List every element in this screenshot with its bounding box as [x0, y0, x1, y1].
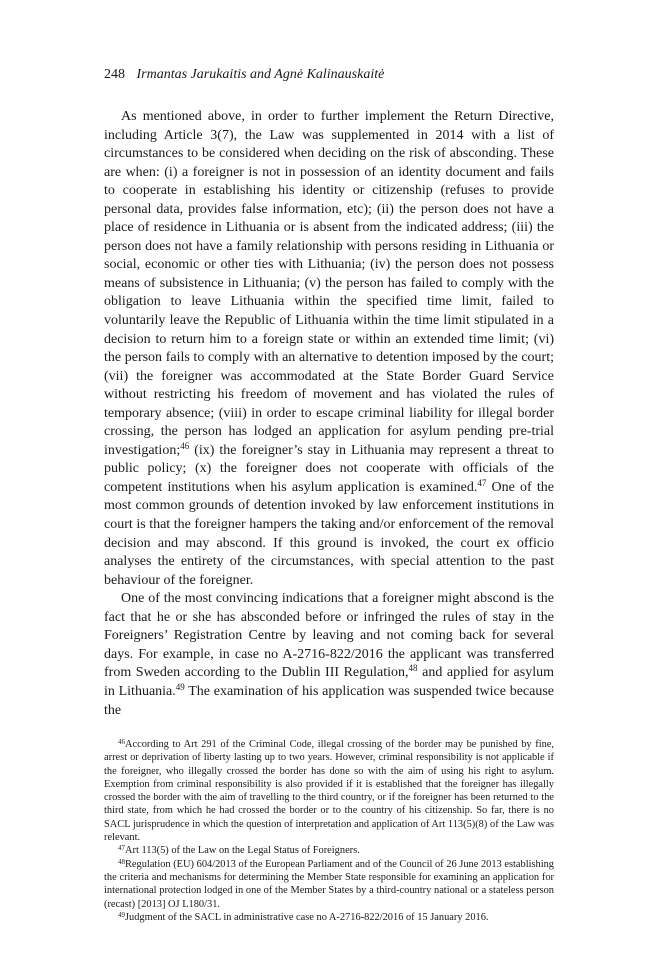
- footnote: [104, 911, 554, 924]
- footnote-ref[interactable]: 47: [477, 477, 487, 488]
- paragraph: [104, 108, 554, 590]
- text-segment: As mentioned above, in order to further implement the Return Directive, including Article 3(7), the Law was supplemented in 2014 with a list of circumstances to be considered when deciding on the risk of absconding. These are when: (i) a foreigner is not in possession of an identity document and fails to cooperate in establishing his identity or citizenship (refuses to provide personal data, provides false information, etc); (ii) the person does not have a place of residence in Lithuania or is absent from the indicated address; (iii) the person does not have a family relationship with persons residing in Lithuania or social, economic or other ties with Lithuania; (iv) the person does not possess means of subsistence in Lithuania; (v) the person has failed to comply with the obligation to leave Lithuania within the specified time limit, failed to voluntarily leave the Republic of Lithuania within the time limit stipulated in a decision to return him to a foreign state or within an extended time limit; (vi) the person fails to comply with an alternative to detention imposed by the court; (vii) the foreigner was accommodated at the State Border Guard Service without restricting his freedom of movement and has violated the rules of temporary absence; (viii) in order to escape criminal liability for illegal border crossing, the person has lodged an application for asylum pending pre-trial investigation;: [104, 109, 554, 458]
- footnote-number: 47: [118, 844, 125, 853]
- footnote-text: Judgment of the SACL in administrative case no A-2716-822/2016 of 15 January 2016.: [125, 911, 489, 923]
- footnote-ref[interactable]: 49: [175, 681, 185, 692]
- body-text: [104, 108, 554, 720]
- footnote-number: 48: [118, 857, 125, 866]
- footnote: [104, 858, 554, 911]
- footnotes: [104, 738, 554, 924]
- text-segment: One of the most common grounds of detention invoked by law enforcement institutions in court is that the foreigner hampers the taking and/or enforcement of the removal decision and may abscond. If this ground is invoked, the court ex officio analyses the entirety of the circumstances, with special attention to the past behaviour of the foreigner.: [104, 479, 555, 588]
- footnote-text: According to Art 291 of the Criminal Code, illegal crossing of the border may be punished by fine, arrest or deprivation of liberty lasting up to two years. However, criminal responsibility is not applicable if the foreigner, who illegally crossed the border has done so with the aim of using his right to asylum. Exemption from criminal responsibility is also provided if it is established that the foreigner has illegally crossed the border with the aim of travelling to the third country, or if the foreigner has been returned to the third state, from which he had crossed the border or to the country of his citizenship. So far, there is no SACL jurisprudence in which the question of interpretation and application of Art 113(5)(8) of the Law was relevant.: [104, 739, 554, 844]
- footnote-number: 46: [118, 738, 125, 746]
- footnote-ref[interactable]: 46: [180, 440, 190, 451]
- footnote-number: 49: [118, 910, 125, 919]
- text-segment: (ix) the foreigner’s stay in Lithuania may represent a threat to public policy; (x) the foreigner does not cooperate with officials of the competent institutions when his asylum application is examined.: [104, 442, 554, 495]
- footnote-text: Regulation (EU) 604/2013 of the European Parliament and of the Council of 26 June 2013 establishing the criteria and mechanisms for determining the Member State responsible for examining an application for international protection lodged in one of the Member States by a third-country national or a stateless person (recast) [2013] OJ L180/31.: [104, 858, 554, 910]
- running-header: [104, 66, 554, 84]
- running-header-authors: Irmantas Jarukaitis and Agnė Kalinauskaitė: [136, 67, 385, 82]
- footnote: [104, 738, 554, 844]
- text-segment: The examination of his application was suspended twice because the: [104, 683, 554, 718]
- text-segment: One of the most convincing indications that a foreigner might abscond is the fact that he or she has absconded before or infringed the rules of stay in the Foreigners’ Registration Centre by leaving and not coming back for several days. For example, in case no A-2716-822/2016 the applicant was transferred from Sweden according to the Dublin III Regulation,: [104, 591, 554, 681]
- text-segment: and applied for asylum in Lithuania.: [104, 665, 554, 699]
- paragraph: [104, 590, 554, 720]
- page-number: 248: [104, 67, 125, 82]
- footnote: [104, 844, 554, 857]
- footnote-ref[interactable]: 48: [408, 663, 418, 674]
- footnote-text: Art 113(5) of the Law on the Legal Status of Foreigners.: [125, 845, 360, 857]
